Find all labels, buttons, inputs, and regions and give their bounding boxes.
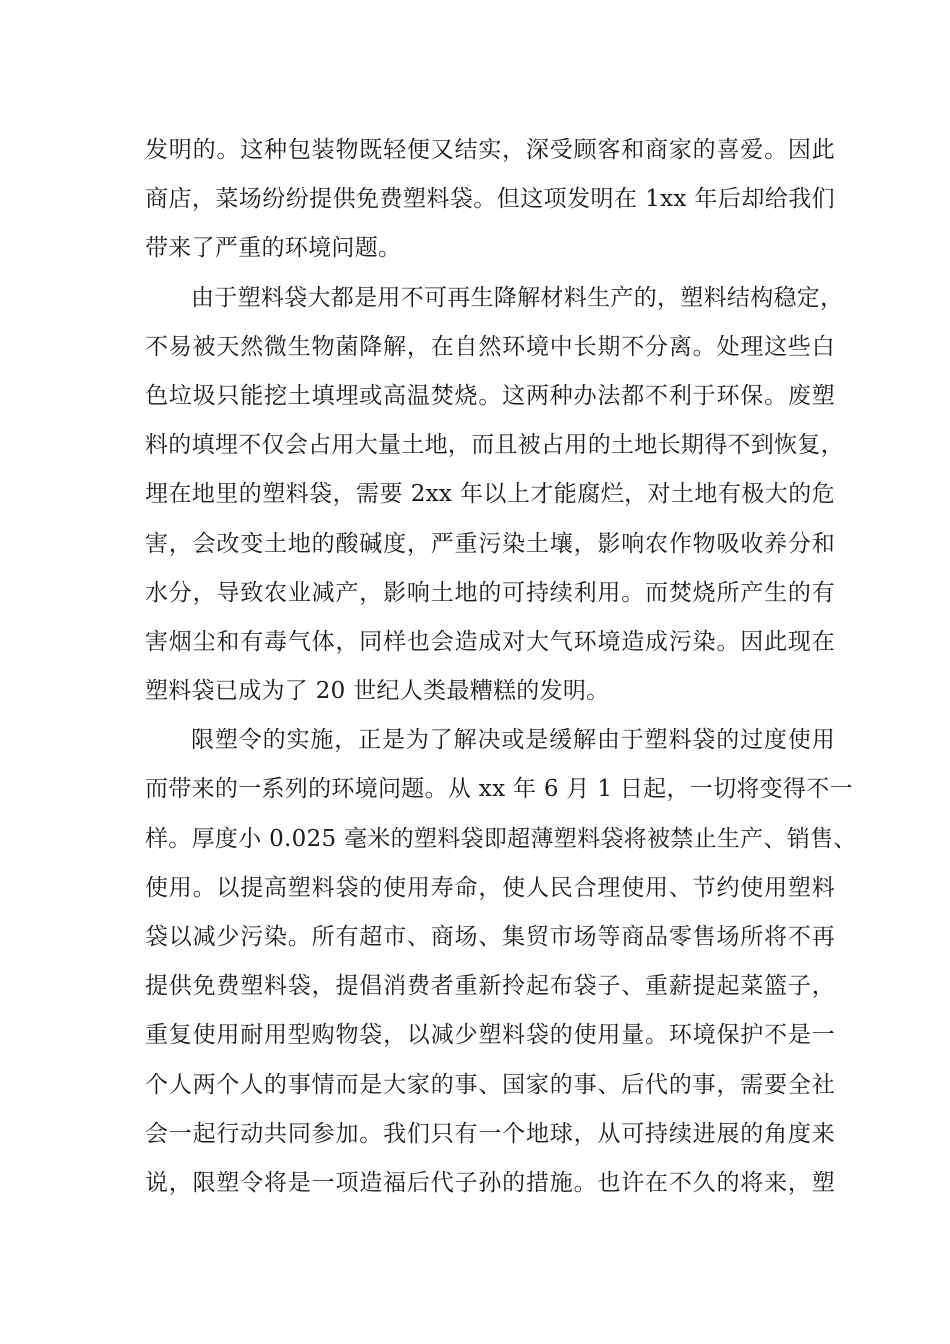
text-line: 害烟尘和有毒气体，同样也会造成对大气环境造成污染。因此现在: [145, 628, 835, 655]
text-line: 害，会改变土地的酸碱度，严重污染土壤，影响农作物吸收养分和: [145, 530, 835, 557]
text-line: 埋在地里的塑料袋，需要 2xx 年以上才能腐烂，对土地有极大的危: [145, 481, 835, 508]
text-line: 重复使用耐用型购物袋，以减少塑料袋的使用量。环境保护不是一: [145, 1022, 835, 1049]
text-line: 说，限塑令将是一项造福后代子孙的措施。也许在不久的将来，塑: [145, 1169, 835, 1196]
text-line: 由于塑料袋大都是用不可再生降解材料生产的，塑料结构稳定，: [191, 284, 844, 311]
text-line: 使用。以提高塑料袋的使用寿命，使人民合理使用、节约使用塑料: [145, 874, 835, 901]
text-line: 塑料袋已成为了 20 世纪人类最糟糕的发明。: [145, 678, 610, 705]
text-line: 限塑令的实施，正是为了解决或是缓解由于塑料袋的过度使用: [191, 727, 835, 754]
text-line: 会一起行动共同参加。我们只有一个地球，从可持续进展的角度来: [145, 1120, 835, 1147]
text-line: 个人两个人的事情而是大家的事、国家的事、后代的事，需要全社: [145, 1071, 835, 1098]
text-line: 提供免费塑料袋，提倡消费者重新拎起布袋子、重薪提起菜篮子，: [145, 973, 835, 1000]
text-line: 袋以减少污染。所有超市、商场、集贸市场等商品零售场所将不再: [145, 924, 835, 950]
text-line: 不易被天然微生物菌降解，在自然环境中长期不分离。处理这些白: [145, 333, 835, 360]
text-line: 而带来的一系列的环境问题。从 xx 年 6 月 1 日起，一切将变得不一: [145, 776, 853, 803]
text-line: 色垃圾只能挖土填埋或高温焚烧。这两种办法都不利于环保。废塑: [145, 382, 835, 409]
text-line: 发明的。这种包装物既轻便又结实，深受顾客和商家的喜爱。因此: [145, 137, 835, 163]
text-line: 样。厚度小 0.025 毫米的塑料袋即超薄塑料袋将被禁止生产、销售、: [145, 825, 857, 852]
text-line: 水分，导致农业减产，影响土地的可持续利用。而焚烧所产生的有: [145, 579, 835, 606]
text-line: 商店，菜场纷纷提供免费塑料袋。但这项发明在 1xx 年后却给我们: [145, 186, 835, 213]
text-line: 带来了严重的环境问题。: [145, 235, 402, 262]
text-line: 料的填埋不仅会占用大量土地，而且被占用的土地长期得不到恢复，: [145, 432, 844, 459]
document-body: [145, 126, 857, 1208]
